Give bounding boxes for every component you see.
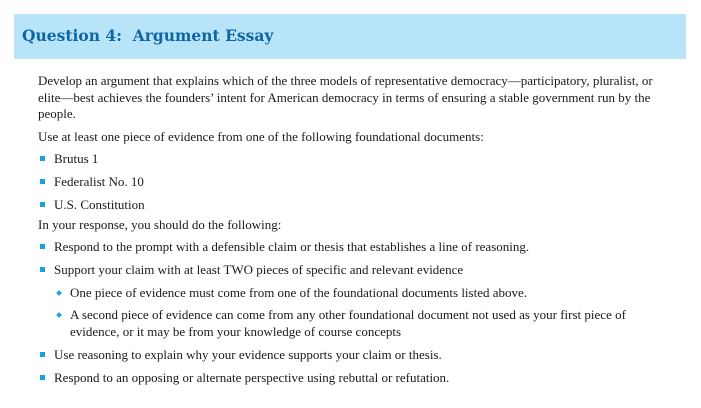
document-name: U.S. Constitution <box>54 197 145 212</box>
question-title: Question 4: Argument Essay <box>22 26 274 45</box>
sub-list-item <box>54 285 678 302</box>
prompt-intro: Develop an argument that explains which of the three models of representative democracy—participatory, pluralist, or elite—best achieves the founders’ intent for American democracy in terms of ensuring a stable government run by the people. <box>38 73 653 121</box>
square-bullet-icon <box>40 156 45 161</box>
square-bullet-icon <box>40 352 45 357</box>
list-item <box>38 370 678 387</box>
question-header <box>14 14 686 59</box>
question-body <box>38 73 678 393</box>
square-bullet-icon <box>40 202 45 207</box>
evidence-sublist <box>54 285 678 341</box>
diamond-bullet-icon <box>56 312 62 318</box>
requirement-text: Use reasoning to explain why your evidence supports your claim or thesis. <box>54 346 442 362</box>
document-name: Brutus 1 <box>54 151 99 166</box>
requirements-list <box>38 239 678 386</box>
list-item <box>38 262 678 340</box>
diamond-bullet-icon <box>56 290 62 296</box>
document-name: Federalist No. 10 <box>54 174 144 189</box>
square-bullet-icon <box>40 244 45 249</box>
square-bullet-icon <box>40 267 45 272</box>
list-item <box>38 197 678 214</box>
requirement-text: Respond to the prompt with a defensible claim or thesis that establishes a line of reasoning. <box>54 239 530 254</box>
evidence-instruction: Use at least one piece of evidence from one of the following foundational documents: <box>38 128 484 144</box>
list-item <box>38 151 678 168</box>
requirement-text: Respond to an opposing or alternate perspective using rebuttal or refutation. <box>54 369 450 385</box>
square-bullet-icon <box>40 179 45 184</box>
response-instruction: In your response, you should do the following: <box>38 216 282 232</box>
subrequirement-text: One piece of evidence must come from one of the foundational documents listed above. <box>70 284 528 300</box>
list-item <box>38 347 678 364</box>
list-item <box>38 239 678 256</box>
subrequirement-text: A second piece of evidence can come from any other foundational document not used as your first piece of evidence, or it may be from your knowledge of course concepts <box>70 307 626 339</box>
list-item <box>38 174 678 191</box>
foundational-documents-list <box>38 151 678 214</box>
square-bullet-icon <box>40 375 45 380</box>
requirement-text: Support your claim with at least TWO pieces of specific and relevant evidence <box>54 262 464 277</box>
sub-list-item <box>54 307 678 340</box>
